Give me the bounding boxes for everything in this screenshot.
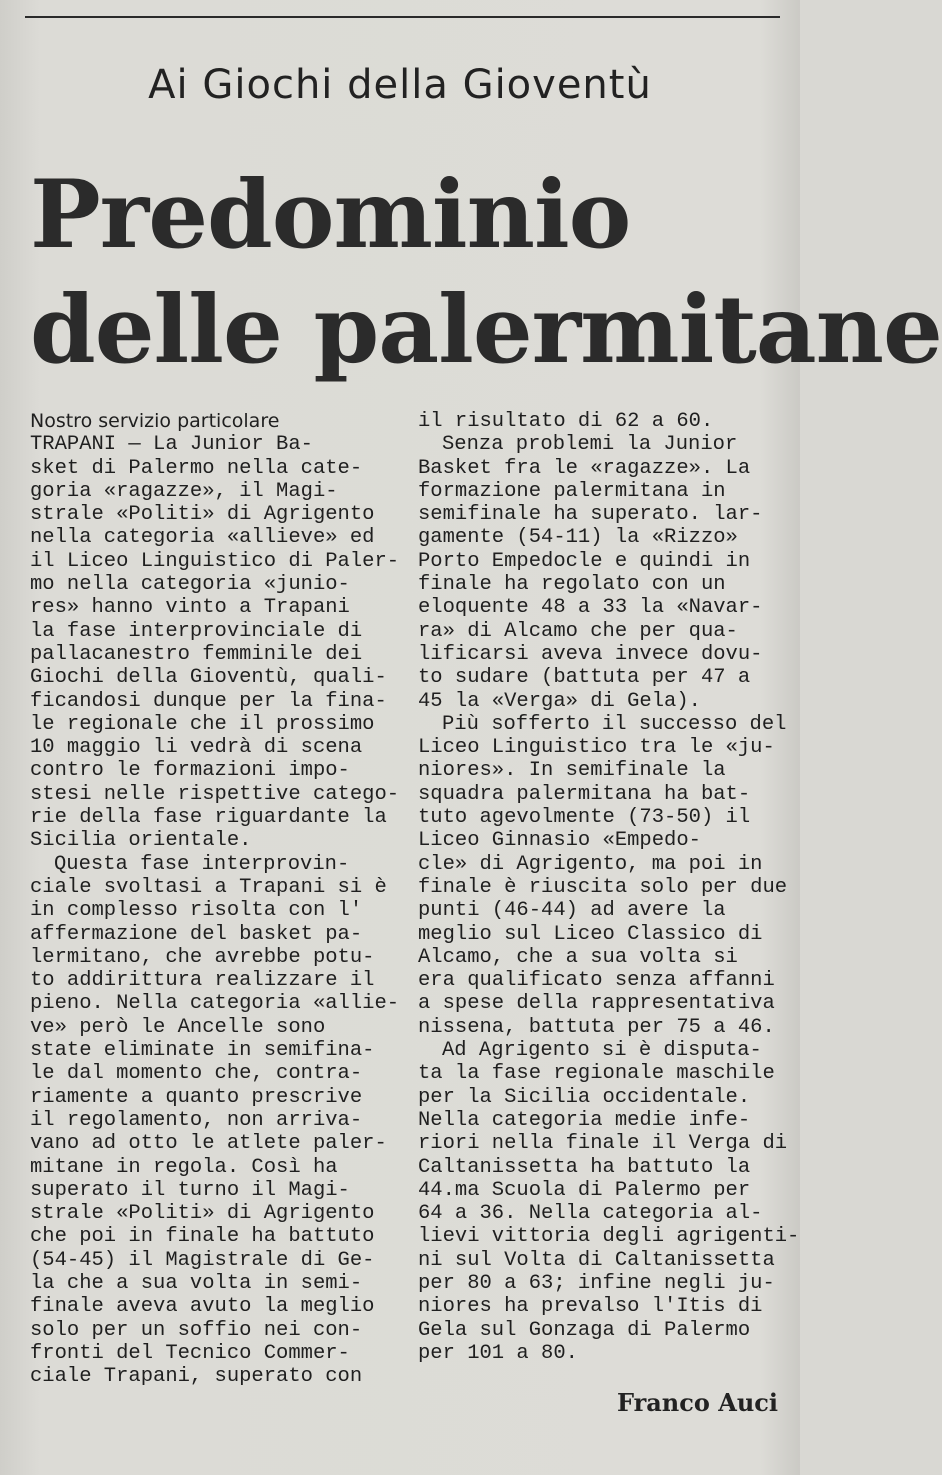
article-line: 44.ma Scuola di Palermo per <box>418 1178 751 1202</box>
article-line: sket di Palermo nella cate- <box>30 456 363 480</box>
article-line: Liceo Ginnasio «Empedo- <box>418 829 701 853</box>
article-line: fronti del Tecnico Commer- <box>30 1341 350 1365</box>
article-line: niores». In semifinale la <box>418 759 726 783</box>
article-line: (54-45) il Magistrale di Ge- <box>30 1248 375 1272</box>
article-line: ciale Trapani, superato con <box>30 1365 363 1389</box>
article-line: in complesso risolta con l' <box>30 899 363 923</box>
article-line: Porto Empedocle e quindi in <box>418 549 751 573</box>
article-line: 10 maggio li vedrà di scena <box>30 736 363 760</box>
article-line: ta la fase regionale maschile <box>418 1062 775 1086</box>
article-line: res» hanno vinto a Trapani <box>30 596 350 620</box>
article-line: il risultato di 62 a 60. <box>418 410 714 433</box>
article-line: squadra palermitana ha bat- <box>418 782 751 806</box>
article-line: era qualificato senza affanni <box>418 969 775 993</box>
article-line: le regionale che il prossimo <box>30 712 375 736</box>
article-line: Alcamo, che a sua volta si <box>418 945 738 969</box>
article-line: finale ha regolato con un <box>418 573 726 597</box>
article-line: ra» di Alcamo che per qua- <box>418 619 738 643</box>
article-line: TRAPANI — La Junior Ba- <box>30 433 313 457</box>
article-line: rie della fase riguardante la <box>30 806 387 830</box>
byline: Franco Auci <box>616 1388 778 1417</box>
article-line: le dal momento che, contra- <box>30 1062 363 1086</box>
article-line: per 101 a 80. <box>418 1341 578 1365</box>
article-line: mitane in regola. Così ha <box>30 1155 338 1179</box>
left-column-lines <box>30 433 400 1389</box>
article-line: formazione palermitana in <box>418 479 726 503</box>
dateline: Nostro servizio particolare <box>30 410 280 432</box>
article-line: lificarsi aveva invece dovu- <box>418 642 763 666</box>
article-line: per 80 a 63; infine negli ju- <box>418 1271 775 1295</box>
article-line: Liceo Linguistico tra le «ju- <box>418 736 775 760</box>
article-line: finale aveva avuto la meglio <box>30 1295 375 1319</box>
article-line: lermitano, che avrebbe potu- <box>30 945 375 969</box>
article-line: mo nella categoria «junio- <box>30 573 350 597</box>
article-line: superato il turno il Magi- <box>30 1178 350 1202</box>
article-line: 64 a 36. Nella categoria al- <box>418 1202 763 1226</box>
headline-line-2: delle palermitane <box>30 275 942 385</box>
article-line: eloquente 48 a 33 la «Navar- <box>418 596 763 620</box>
article-line: Ad Agrigento si è disputa- <box>442 1039 762 1063</box>
article-column-right <box>418 410 800 1365</box>
article-line: la fase interprovinciale di <box>30 619 363 643</box>
article-column-left <box>30 410 400 1389</box>
article-line: tuto agevolmente (73-50) il <box>418 806 751 830</box>
article-line: riamente a quanto prescrive <box>30 1085 363 1109</box>
article-line: to sudare (battuta per 47 a <box>418 666 751 690</box>
article-line: pieno. Nella categoria «allie- <box>30 992 400 1016</box>
article-line: finale è riuscita solo per due <box>418 875 788 899</box>
article-line: a spese della rappresentativa <box>418 992 775 1016</box>
article-line: goria «ragazze», il Magi- <box>30 479 338 503</box>
article-line: ciale svoltasi a Trapani si è <box>30 875 387 899</box>
article-line: nella categoria «allieve» ed <box>30 526 375 550</box>
article-line: semifinale ha superato. lar- <box>418 503 763 527</box>
right-column-lines <box>418 410 800 1365</box>
article-line: Sicilia orientale. <box>30 829 252 853</box>
article-line: ve» però le Ancelle sono <box>30 1015 326 1039</box>
article-line: Caltanissetta ha battuto la <box>418 1155 751 1179</box>
article-line: Più sofferto il successo del <box>442 712 787 736</box>
article-line: pallacanestro femminile dei <box>30 642 363 666</box>
kicker-title: Ai Giochi della Gioventù <box>148 62 652 108</box>
article-line: lievi vittoria degli agrigenti- <box>418 1225 800 1249</box>
article-line: Basket fra le «ragazze». La <box>418 456 751 480</box>
top-rule <box>25 16 780 18</box>
article-line: ficandosi dunque per la fina- <box>30 689 387 713</box>
article-line: vano ad otto le atlete paler- <box>30 1132 387 1156</box>
article-line: stesi nelle rispettive catego- <box>30 782 400 806</box>
article-line: che poi in finale ha battuto <box>30 1225 375 1249</box>
article-line: ni sul Volta di Caltanissetta <box>418 1248 775 1272</box>
article-line: la che a sua volta in semi- <box>30 1271 363 1295</box>
article-line: solo per un soffio nei con- <box>30 1318 363 1342</box>
article-line: il Liceo Linguistico di Paler- <box>30 549 400 573</box>
article-line: il regolamento, non arriva- <box>30 1108 363 1132</box>
article-line: niores ha prevalso l'Itis di <box>418 1295 763 1319</box>
article-line: affermazione del basket pa- <box>30 922 363 946</box>
article-line: nissena, battuta per 75 a 46. <box>418 1015 775 1039</box>
article-line: 45 la «Verga» di Gela). <box>418 689 701 713</box>
article-line: contro le formazioni impo- <box>30 759 350 783</box>
headline-line-1: Predominio <box>30 160 631 270</box>
article-line: to addirittura realizzare il <box>30 969 375 993</box>
article-line: state eliminate in semifina- <box>30 1039 375 1063</box>
article-line: Questa fase interprovin- <box>54 852 350 876</box>
article-line: Giochi della Gioventù, quali- <box>30 666 387 690</box>
article-line: Nella categoria medie infe- <box>418 1108 751 1132</box>
article-line: riori nella finale il Verga di <box>418 1132 788 1156</box>
article-line: meglio sul Liceo Classico di <box>418 922 763 946</box>
article-line: per la Sicilia occidentale. <box>418 1085 751 1109</box>
article-line: punti (46-44) ad avere la <box>418 899 726 923</box>
article-line: gamente (54-11) la «Rizzo» <box>418 526 738 550</box>
article-line: Gela sul Gonzaga di Palermo <box>418 1318 751 1342</box>
article-line: strale «Politi» di Agrigento <box>30 503 375 527</box>
article-line: Senza problemi la Junior <box>442 433 738 457</box>
article-line: strale «Politi» di Agrigento <box>30 1202 375 1226</box>
article-line: cle» di Agrigento, ma poi in <box>418 852 763 876</box>
